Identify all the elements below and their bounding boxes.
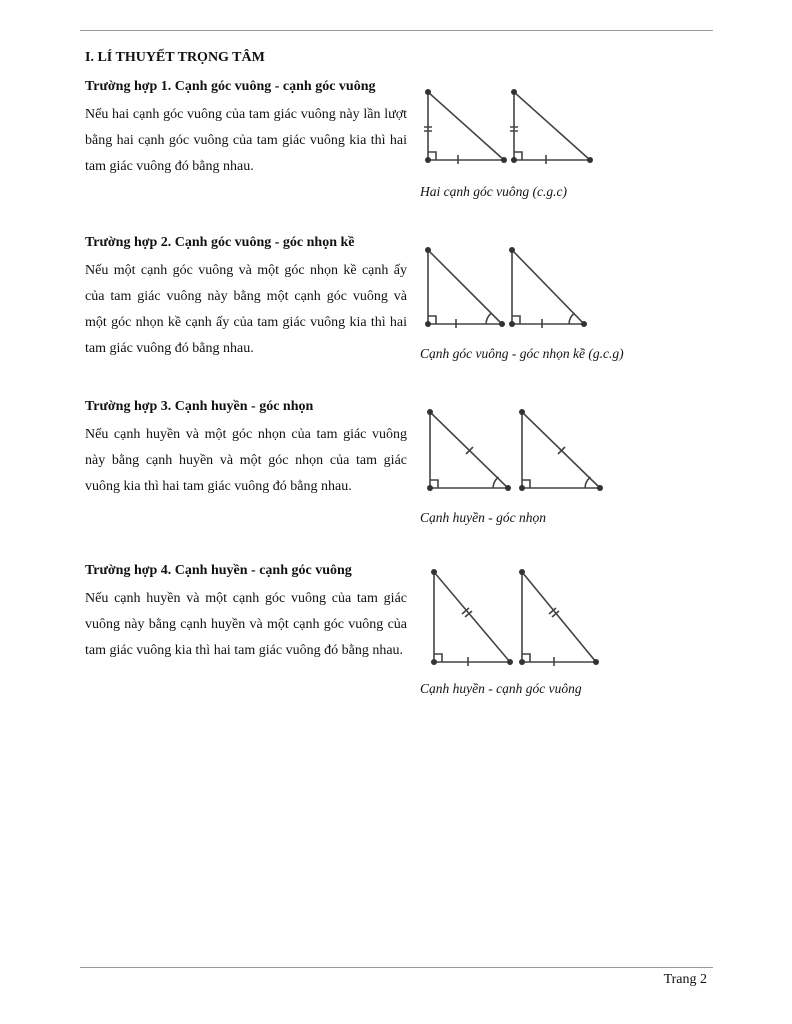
case-4-text: Nếu cạnh huyền và một cạnh góc vuông của tam giác vuông này bằng cạnh huyền và một cạnh góc vuông của tam giác vuông kia thì hai tam giác vuông đó bằng nhau. xyxy=(85,591,407,658)
case-4 xyxy=(85,562,407,664)
case-1-caption: Hai cạnh góc vuông (c.g.c) xyxy=(420,184,567,199)
case-2 xyxy=(85,234,407,362)
case-3-triangles xyxy=(418,404,608,494)
case-4-figure xyxy=(418,566,608,668)
header-rule xyxy=(80,30,713,31)
case-2-triangles xyxy=(418,244,598,330)
case-3 xyxy=(85,398,407,500)
case-1-text: Nếu hai cạnh góc vuông của tam giác vuông này lần lượt bằng hai cạnh góc vuông của tam giác vuông kia thì hai tam giác vuông đó bằng nhau. xyxy=(85,107,407,174)
case-1-title: Trường hợp 1. Cạnh góc vuông - cạnh góc vuông xyxy=(85,79,376,94)
case-3-title: Trường hợp 3. Cạnh huyền - góc nhọn xyxy=(85,399,314,414)
page-number: Trang 2 xyxy=(663,972,707,987)
case-4-triangles xyxy=(418,566,608,668)
case-2-caption: Cạnh góc vuông - góc nhọn kề (g.c.g) xyxy=(420,346,624,361)
case-3-text: Nếu cạnh huyền và một góc nhọn của tam giác vuông này bằng cạnh huyền và một góc nhọn của tam giác vuông kia thì hai tam giác vuông đó bằng nhau. xyxy=(85,427,407,494)
case-4-title: Trường hợp 4. Cạnh huyền - cạnh góc vuông xyxy=(85,563,352,578)
case-2-title: Trường hợp 2. Cạnh góc vuông - góc nhọn kề xyxy=(85,235,355,250)
case-4-caption: Cạnh huyền - cạnh góc vuông xyxy=(420,681,582,696)
case-1 xyxy=(85,78,407,180)
case-2-figure xyxy=(418,244,598,330)
footer-rule xyxy=(80,967,713,968)
case-1-figure xyxy=(418,84,598,166)
case-3-figure xyxy=(418,404,608,494)
case-1-triangles xyxy=(418,84,598,166)
case-3-caption: Cạnh huyền - góc nhọn xyxy=(420,510,546,525)
section-title: I. LÍ THUYẾT TRỌNG TÂM xyxy=(85,50,265,65)
case-2-text: Nếu một cạnh góc vuông và một góc nhọn kề cạnh ấy của tam giác vuông này bằng một cạnh góc vuông và một góc nhọn kề cạnh ấy của tam giác vuông kia thì hai tam giác vuông đó bằng nhau. xyxy=(85,263,407,356)
